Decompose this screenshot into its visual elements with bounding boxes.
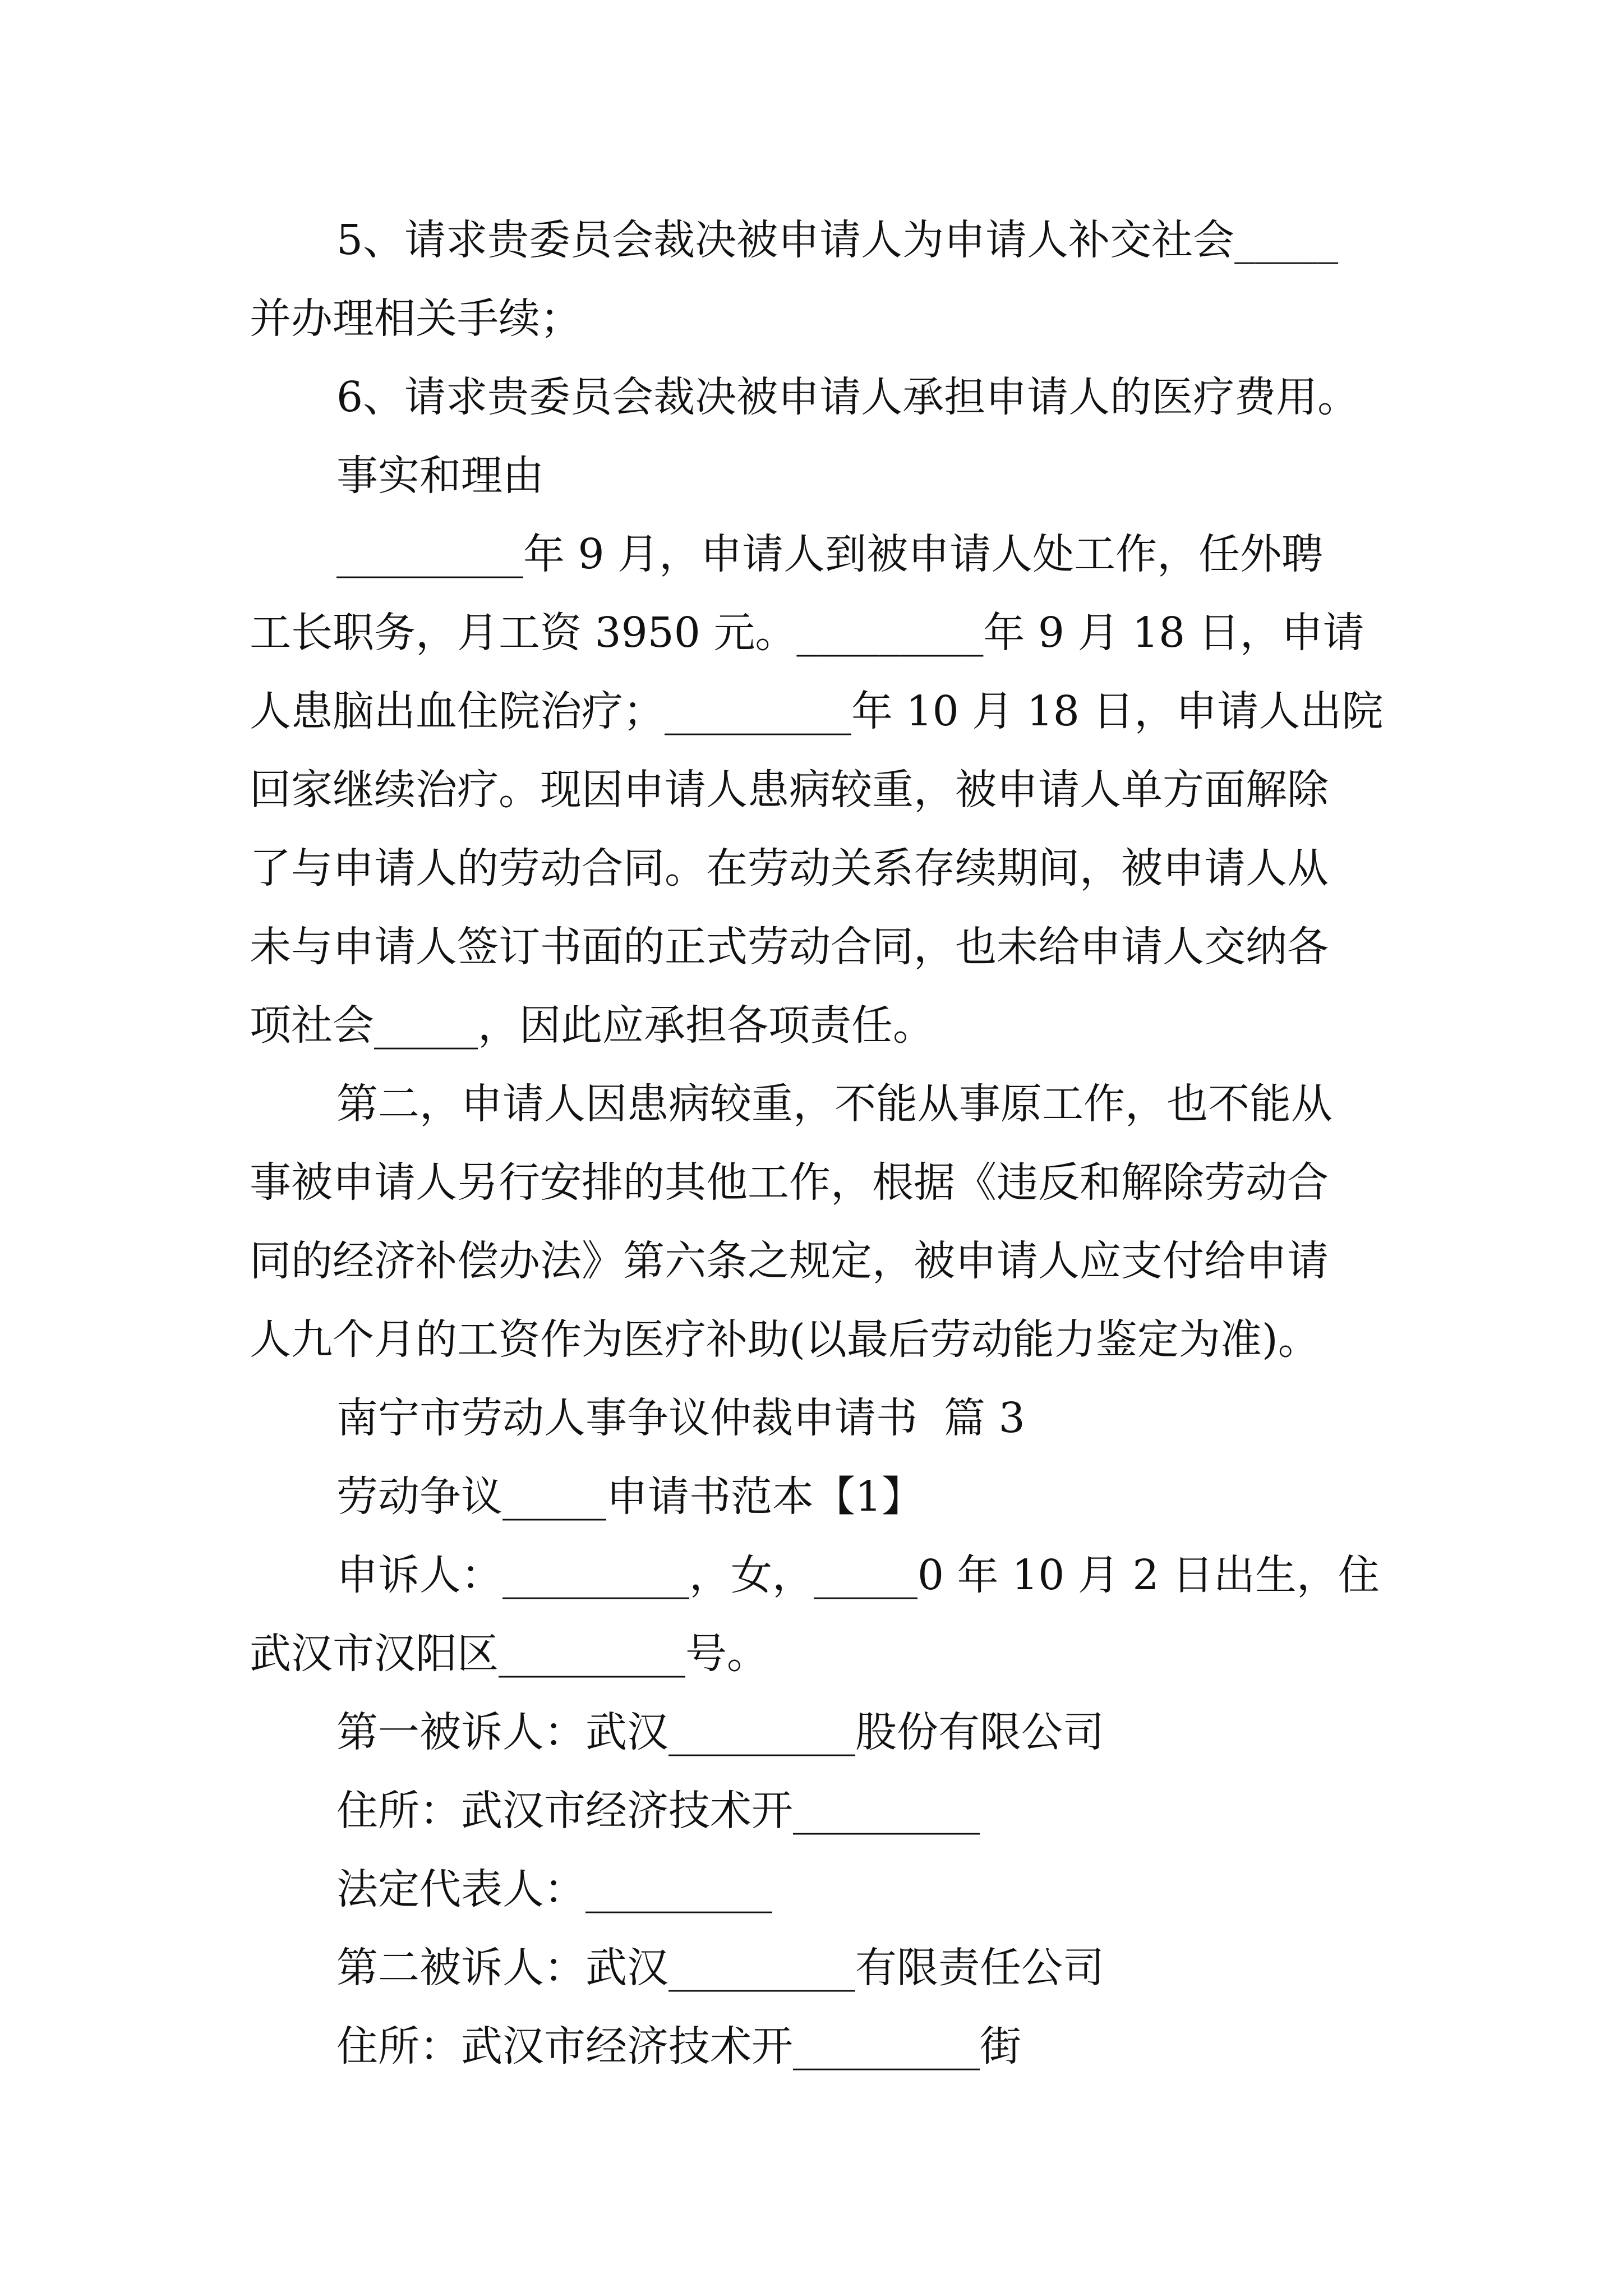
second-point-line: 人九个月的工资作为医疗补助(以最后劳动能力鉴定为准)。	[250, 1315, 1320, 1364]
request-item-5: 5、请求贵委员会裁决被申请人为申请人补交社会_____	[336, 216, 1339, 264]
second-point-line: 第二，申请人因患病较重，不能从事原工作，也不能从	[336, 1080, 1332, 1128]
facts-paragraph-line: 了与申请人的劳动合同。在劳动关系存续期间，被申请人从	[250, 844, 1329, 892]
facts-paragraph-line: 回家继续治疗。现因申请人患病较重，被申请人单方面解除	[250, 766, 1329, 814]
facts-paragraph-line: 项社会_____，因此应承担各项责任。	[250, 1001, 934, 1050]
facts-paragraph-line: 人患脑出血住院治疗；_________年 10 月 18 日，申请人出院	[250, 687, 1384, 735]
second-point-line: 事被申请人另行安排的其他工作，根据《违反和解除劳动合	[250, 1158, 1329, 1207]
request-item-5-cont: 并办理相关手续；	[250, 295, 582, 343]
article-title: 南宁市劳动人事争议仲裁申请书 篇 3	[336, 1394, 1025, 1442]
sample-title: 劳动争议_____申请书范本【1】	[336, 1473, 924, 1521]
second-respondent-line: 第二被诉人：武汉_________有限责任公司	[336, 1944, 1104, 1992]
request-item-6: 6、请求贵委员会裁决被申请人承担申请人的医疗费用。	[336, 373, 1359, 421]
first-respondent-line: 第一被诉人：武汉_________股份有限公司	[336, 1708, 1104, 1756]
complainant-line: 申诉人：_________，女，_____0 年 10 月 2 日出生，住	[336, 1551, 1380, 1599]
first-respondent-address: 住所：武汉市经济技术开_________	[336, 1787, 980, 1835]
legal-representative-line: 法定代表人：_________	[336, 1865, 772, 1913]
second-respondent-address: 住所：武汉市经济技术开_________街	[336, 2022, 1021, 2070]
facts-paragraph-line: _________年 9 月，申请人到被申请人处工作，任外聘	[336, 530, 1324, 578]
facts-paragraph-line: 工长职务，月工资 3950 元。_________年 9 月 18 日，申请	[250, 609, 1364, 657]
second-point-line: 同的经济补偿办法》第六条之规定，被申请人应支付给申请	[250, 1237, 1329, 1285]
section-heading-facts: 事实和理由	[336, 452, 544, 500]
facts-paragraph-line: 未与申请人签订书面的正式劳动合同，也未给申请人交纳各	[250, 923, 1329, 971]
complainant-address-line: 武汉市汉阳区_________号。	[250, 1630, 768, 1678]
